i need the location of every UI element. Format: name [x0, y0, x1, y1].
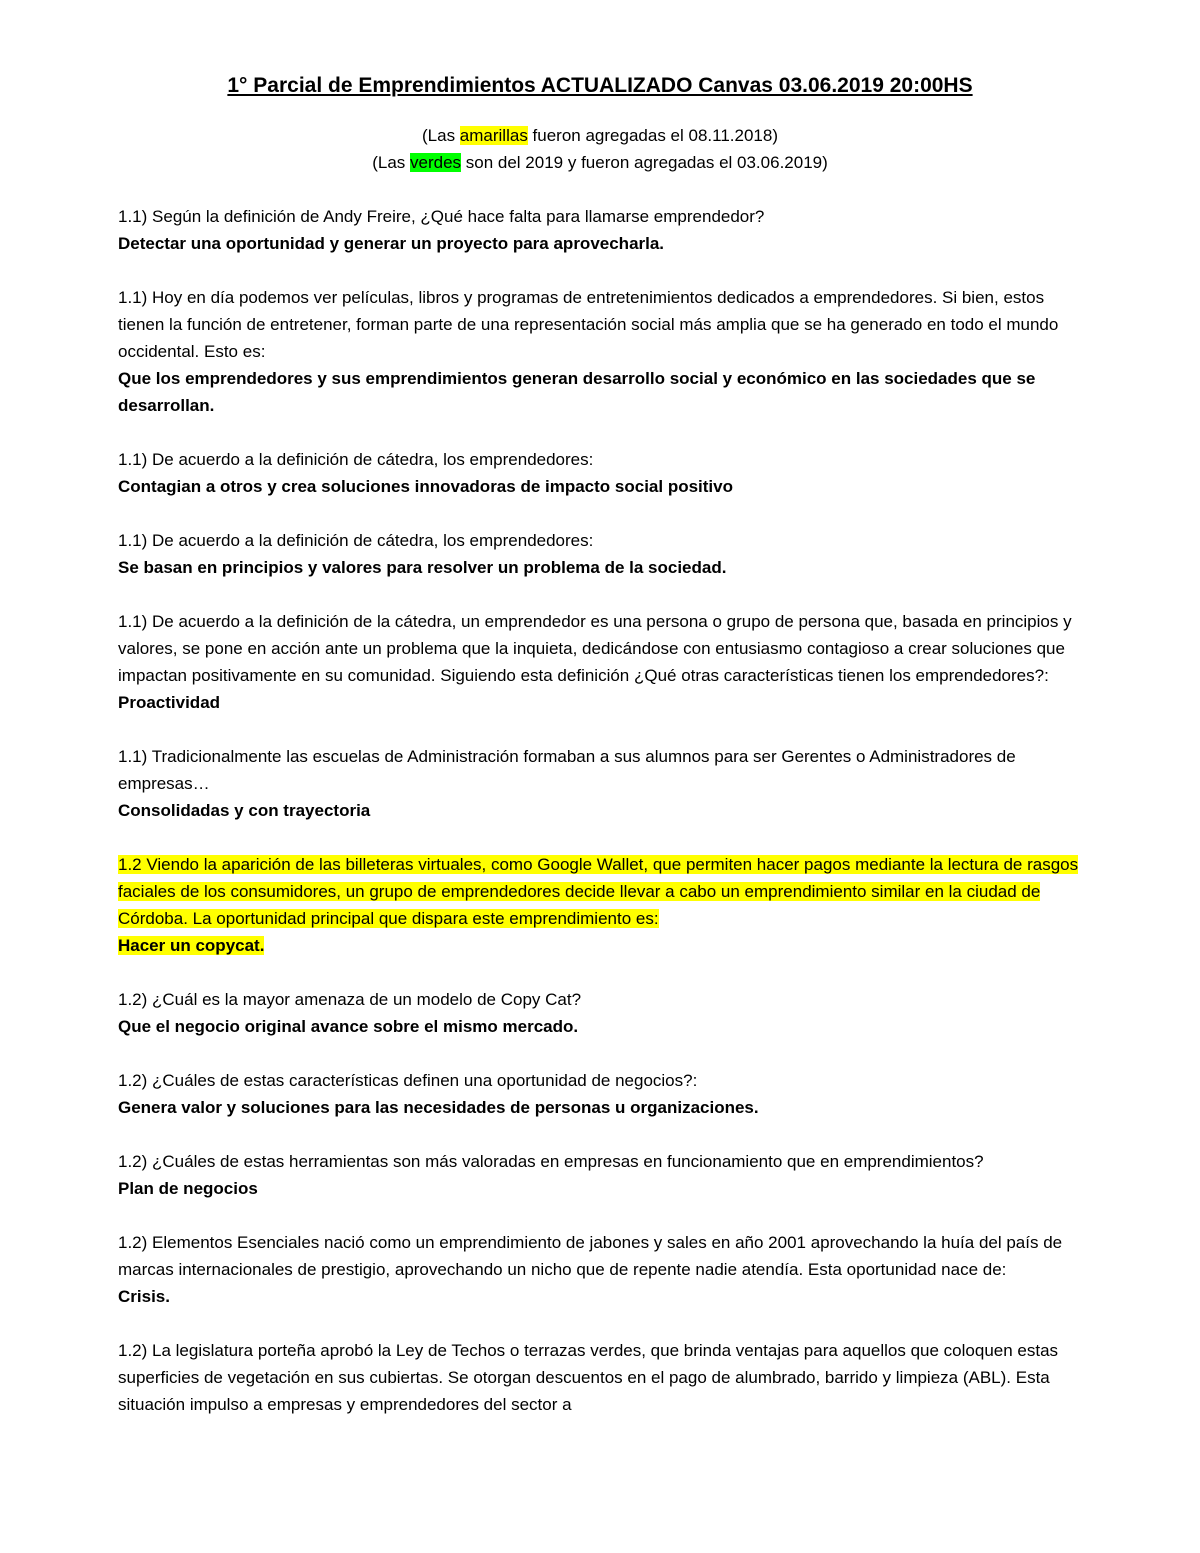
question-text [118, 446, 1082, 473]
question-item [118, 1067, 1082, 1121]
answer-text [118, 932, 1082, 959]
question-body: Según la definición de Andy Freire, ¿Qué hace falta para llamarse emprendedor? [147, 207, 765, 226]
answer-text: Proactividad [118, 693, 221, 712]
question-body: De acuerdo a la definición de la cátedra, un emprendedor es una persona o grupo de persona que, basada en principios y valores, se pone en acción ante un problema que la inquieta, dedicándose con entusiasmo contagioso a crear soluciones que impactan positivamente en su comunidad. Siguiendo esta definición ¿Qué otras características tienen los emprendedores?: [118, 612, 1072, 685]
question-number: 1.1) [118, 207, 148, 226]
question-body: Tradicionalmente las escuelas de Administración formaban a sus alumnos para ser Gerentes o Administradores de empresas… [118, 747, 1016, 793]
question-body: ¿Cuál es la mayor amenaza de un modelo de Copy Cat? [147, 990, 582, 1009]
question-number: 1.2) [118, 1152, 148, 1171]
answer-text: Se basan en principios y valores para resolver un problema de la sociedad. [118, 558, 727, 577]
answer-text: Consolidadas y con trayectoria [118, 801, 371, 820]
question-text [118, 1067, 1082, 1094]
question-number: 1.1) [118, 747, 148, 766]
question-text [118, 608, 1082, 689]
question-body: De acuerdo a la definición de cátedra, los emprendedores: [147, 450, 594, 469]
document-title: 1° Parcial de Emprendimientos ACTUALIZADO Canvas 03.06.2019 20:00HS [227, 74, 973, 97]
legend-note-yellow [118, 122, 1082, 149]
legend-highlight-yellow: amarillas [459, 126, 528, 145]
answer-text: Contagian a otros y crea soluciones innovadoras de impacto social positivo [118, 477, 733, 496]
question-item [118, 284, 1082, 419]
legend-note-suffix: fueron agregadas el 08.11.2018) [527, 126, 778, 145]
question-number: 1.1) [118, 531, 148, 550]
question-body: Viendo la aparición de las billeteras virtuales, como Google Wallet, que permiten hacer pagos mediante la lectura de rasgos faciales de los consumidores, un grupo de emprendedores decide llevar a cabo un emprendimiento similar en la ciudad de Córdoba. La oportunidad principal que dispara este emprendimiento es: [118, 855, 1079, 928]
question-body: La legislatura porteña aprobó la Ley de Techos o terrazas verdes, que brinda ventajas para aquellos que coloquen estas superficies de vegetación en sus cubiertas. Se otorgan descuentos en el pago de alumbrado, barrido y limpieza (ABL). Esta situación impulso a empresas y emprendedores del sector a [118, 1341, 1059, 1414]
question-body: De acuerdo a la definición de cátedra, los emprendedores: [147, 531, 594, 550]
legend-note-green [118, 149, 1082, 176]
question-item [118, 527, 1082, 581]
question-text [118, 1229, 1082, 1283]
question-text [118, 527, 1082, 554]
answer-highlight: Hacer un copycat. [118, 936, 265, 955]
question-text [118, 284, 1082, 365]
question-number: 1.2 [118, 855, 142, 874]
question-item [118, 1148, 1082, 1202]
question-text [118, 851, 1082, 932]
question-item [118, 743, 1082, 824]
answer-text: Genera valor y soluciones para las necesidades de personas u organizaciones. [118, 1098, 759, 1117]
question-body: Elementos Esenciales nació como un emprendimiento de jabones y sales en año 2001 aprovechando la huía del país de marcas internacionales de prestigio, aprovechando un nicho que de repente nadie atendía. Esta oportunidad nace de: [118, 1233, 1063, 1279]
question-body: Hoy en día podemos ver películas, libros y programas de entretenimientos dedicados a emprendedores. Si bien, estos tienen la función de entretener, forman parte de una representación social más amplia que se ha generado en todo el mundo occidental. Esto es: [118, 288, 1059, 361]
question-list [118, 203, 1082, 1418]
legend-note-prefix: (Las [422, 126, 460, 145]
question-item [118, 203, 1082, 257]
color-legend-notes [118, 122, 1082, 176]
question-number: 1.2) [118, 990, 148, 1009]
question-number: 1.1) [118, 450, 148, 469]
question-text [118, 743, 1082, 797]
question-item-highlighted [118, 851, 1082, 959]
question-item [118, 986, 1082, 1040]
question-item [118, 1337, 1082, 1418]
question-item [118, 446, 1082, 500]
legend-highlight-green: verdes [410, 153, 462, 172]
question-number: 1.2) [118, 1233, 148, 1252]
question-item [118, 1229, 1082, 1310]
answer-text: Que los emprendedores y sus emprendimientos generan desarrollo social y económico en las sociedades que se desarrollan. [118, 369, 1036, 415]
question-body: ¿Cuáles de estas características definen una oportunidad de negocios?: [147, 1071, 698, 1090]
question-number: 1.2) [118, 1341, 148, 1360]
legend-note-prefix: (Las [372, 153, 411, 172]
question-number: 1.1) [118, 612, 148, 631]
question-number: 1.2) [118, 1071, 148, 1090]
legend-note-suffix: son del 2019 y fueron agregadas el 03.06.2019) [461, 153, 828, 172]
question-body: ¿Cuáles de estas herramientas son más valoradas en empresas en funcionamiento que en emprendimientos? [147, 1152, 984, 1171]
answer-text: Que el negocio original avance sobre el mismo mercado. [118, 1017, 579, 1036]
question-item [118, 608, 1082, 716]
question-text [118, 203, 1082, 230]
answer-text: Plan de negocios [118, 1179, 258, 1198]
answer-text: Detectar una oportunidad y generar un proyecto para aprovecharla. [118, 234, 665, 253]
question-text [118, 1337, 1082, 1418]
question-text [118, 986, 1082, 1013]
answer-text: Crisis. [118, 1287, 170, 1306]
question-number: 1.1) [118, 288, 148, 307]
question-text [118, 1148, 1082, 1175]
